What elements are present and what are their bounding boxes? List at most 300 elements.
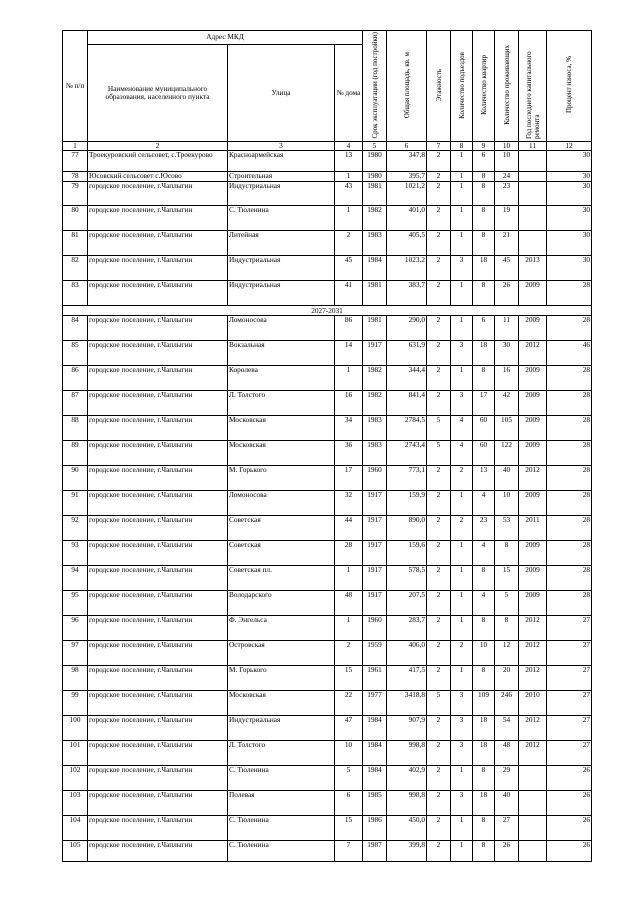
cell-street: М. Горького [228,466,335,491]
cell-apartments: 18 [473,341,495,366]
table-row [63,151,592,172]
cell-entrances: 1 [451,182,473,206]
cell-num: 85 [63,341,88,366]
cell-house: 5 [335,766,363,791]
cell-house: 47 [335,716,363,741]
table-row [63,841,592,862]
cell-area: 998,8 [387,791,427,816]
cell-num: 77 [63,151,88,172]
table-row [63,616,592,641]
cell-residents: 122 [495,441,519,466]
table-row [63,366,592,391]
cell-street: Ломоносова [228,316,335,341]
cell-floors: 2 [427,182,451,206]
column-number: 4 [335,142,363,151]
cell-entrances: 1 [451,566,473,591]
cell-area: 1023,2 [387,256,427,281]
header-wear-label: Процент износа, % [565,56,573,114]
cell-municipality: городское поселение, г.Чаплыгин [88,791,228,816]
cell-apartments: 8 [473,172,495,182]
cell-entrances: 3 [451,791,473,816]
cell-entrances: 4 [451,416,473,441]
cell-area: 450,0 [387,816,427,841]
cell-wear: 27 [547,741,592,766]
cell-area: 998,8 [387,741,427,766]
cell-wear: 28 [547,491,592,516]
cell-residents: 11 [495,316,519,341]
cell-area: 417,5 [387,666,427,691]
header-address-group: Адрес МКД [88,31,363,45]
cell-num: 101 [63,741,88,766]
cell-street: Королева [228,366,335,391]
cell-floors: 2 [427,172,451,182]
cell-floors: 2 [427,816,451,841]
cell-area: 290,0 [387,316,427,341]
cell-residents: 29 [495,766,519,791]
cell-wear: 27 [547,666,592,691]
cell-apartments: 18 [473,716,495,741]
section-row [63,306,592,316]
cell-floors: 5 [427,416,451,441]
housing-table [62,30,592,862]
cell-house: 14 [335,341,363,366]
cell-repair: 2009 [519,591,547,616]
cell-apartments: 8 [473,616,495,641]
table-row [63,391,592,416]
table-row [63,666,592,691]
cell-street: Полевая [228,791,335,816]
cell-apartments: 10 [473,641,495,666]
cell-wear: 27 [547,716,592,741]
cell-residents: 30 [495,341,519,366]
cell-house: 15 [335,666,363,691]
cell-year: 1917 [363,541,387,566]
cell-apartments: 17 [473,391,495,416]
cell-municipality: городское поселение, г.Чаплыгин [88,206,228,231]
cell-year: 1981 [363,281,387,306]
cell-entrances: 1 [451,766,473,791]
cell-municipality: городское поселение, г.Чаплыгин [88,816,228,841]
cell-house: 86 [335,316,363,341]
cell-repair: 2012 [519,666,547,691]
cell-street: Советская [228,541,335,566]
cell-repair: 2012 [519,716,547,741]
cell-floors: 2 [427,516,451,541]
cell-num: 104 [63,816,88,841]
cell-num: 89 [63,441,88,466]
header-repair [519,31,547,142]
cell-house: 1 [335,366,363,391]
cell-house: 45 [335,256,363,281]
cell-residents: 19 [495,206,519,231]
cell-apartments: 8 [473,566,495,591]
cell-area: 890,0 [387,516,427,541]
cell-house: 43 [335,182,363,206]
cell-house: 16 [335,391,363,416]
cell-wear: 27 [547,691,592,716]
cell-house: 1 [335,616,363,641]
cell-street: Индустриальная [228,182,335,206]
cell-municipality: городское поселение, г.Чаплыгин [88,516,228,541]
table-row [63,816,592,841]
cell-repair: 2011 [519,516,547,541]
cell-num: 79 [63,182,88,206]
cell-municipality: городское поселение, г.Чаплыгин [88,691,228,716]
cell-apartments: 23 [473,516,495,541]
cell-year: 1917 [363,491,387,516]
cell-entrances: 2 [451,516,473,541]
table-row [63,641,592,666]
cell-num: 90 [63,466,88,491]
cell-entrances: 1 [451,206,473,231]
table-row [63,316,592,341]
table-row [63,182,592,206]
cell-repair: 2009 [519,541,547,566]
cell-residents: 5 [495,591,519,616]
cell-floors: 5 [427,441,451,466]
cell-municipality: городское поселение, г.Чаплыгин [88,566,228,591]
cell-year: 1987 [363,841,387,862]
cell-residents: 105 [495,416,519,441]
cell-repair: 2012 [519,341,547,366]
cell-municipality: городское поселение, г.Чаплыгин [88,766,228,791]
cell-repair [519,206,547,231]
cell-street: Ф. Энгельса [228,616,335,641]
cell-num: 81 [63,231,88,256]
cell-repair: 2009 [519,366,547,391]
cell-wear: 28 [547,316,592,341]
cell-area: 402,9 [387,766,427,791]
cell-floors: 2 [427,366,451,391]
cell-residents: 26 [495,841,519,862]
cell-num: 102 [63,766,88,791]
cell-year: 1983 [363,441,387,466]
cell-floors: 2 [427,341,451,366]
column-number: 6 [387,142,427,151]
table-row [63,791,592,816]
table-row [63,231,592,256]
cell-num: 92 [63,516,88,541]
cell-num: 91 [63,491,88,516]
cell-residents: 54 [495,716,519,741]
cell-municipality: городское поселение, г.Чаплыгин [88,366,228,391]
cell-floors: 2 [427,231,451,256]
cell-area: 401,0 [387,206,427,231]
cell-municipality: городское поселение, г.Чаплыгин [88,541,228,566]
header-floors-label: Этажность [434,68,443,102]
cell-repair [519,151,547,172]
cell-year: 1917 [363,566,387,591]
cell-wear: 26 [547,766,592,791]
cell-entrances: 3 [451,391,473,416]
cell-street: С. Тюленина [228,816,335,841]
cell-municipality: городское поселение, г.Чаплыгин [88,231,228,256]
cell-year: 1977 [363,691,387,716]
cell-street: Островская [228,641,335,666]
cell-entrances: 1 [451,841,473,862]
cell-house: 44 [335,516,363,541]
table-row [63,741,592,766]
cell-num: 98 [63,666,88,691]
cell-area: 1021,2 [387,182,427,206]
cell-year: 1982 [363,391,387,416]
cell-entrances: 3 [451,691,473,716]
cell-num: 86 [63,366,88,391]
cell-year: 1984 [363,716,387,741]
cell-residents: 26 [495,281,519,306]
cell-municipality: городское поселение, г.Чаплыгин [88,281,228,306]
cell-street: Советская пл. [228,566,335,591]
cell-apartments: 18 [473,256,495,281]
cell-entrances: 2 [451,641,473,666]
cell-num: 82 [63,256,88,281]
cell-repair: 2009 [519,566,547,591]
header-repair-label: Год последнего капитального ремонта [524,51,541,139]
cell-house: 10 [335,741,363,766]
cell-house: 34 [335,416,363,441]
cell-area: 159,6 [387,541,427,566]
cell-residents: 42 [495,391,519,416]
cell-area: 383,7 [387,281,427,306]
cell-year: 1981 [363,316,387,341]
table-row [63,256,592,281]
cell-floors: 2 [427,256,451,281]
cell-entrances: 3 [451,716,473,741]
cell-floors: 2 [427,151,451,172]
header-year [363,31,387,142]
cell-street: С. Тюленина [228,841,335,862]
cell-street: Советская [228,516,335,541]
cell-area: 631,9 [387,341,427,366]
cell-apartments: 8 [473,666,495,691]
header-apartments-label: Количество квартир [479,55,488,115]
cell-num: 87 [63,391,88,416]
cell-year: 1917 [363,516,387,541]
cell-house: 15 [335,816,363,841]
cell-repair [519,182,547,206]
cell-municipality: городское поселение, г.Чаплыгин [88,616,228,641]
cell-year: 1982 [363,366,387,391]
column-number: 11 [519,142,547,151]
cell-apartments: 8 [473,231,495,256]
cell-entrances: 1 [451,816,473,841]
cell-municipality: Юсовский сельсовет с.Юсово [88,172,228,182]
cell-wear: 28 [547,466,592,491]
cell-municipality: городское поселение, г.Чаплыгин [88,591,228,616]
cell-num: 95 [63,591,88,616]
cell-year: 1959 [363,641,387,666]
cell-floors: 5 [427,691,451,716]
cell-year: 1983 [363,416,387,441]
table-row [63,281,592,306]
cell-apartments: 8 [473,841,495,862]
cell-area: 159,9 [387,491,427,516]
cell-area: 3418,8 [387,691,427,716]
cell-apartments: 109 [473,691,495,716]
cell-municipality: городское поселение, г.Чаплыгин [88,441,228,466]
cell-residents: 10 [495,491,519,516]
cell-street: Московская [228,691,335,716]
cell-area: 283,7 [387,616,427,641]
cell-municipality: городское поселение, г.Чаплыгин [88,641,228,666]
cell-year: 1986 [363,816,387,841]
cell-floors: 2 [427,541,451,566]
cell-wear: 30 [547,182,592,206]
cell-street: Красноармейская [228,151,335,172]
cell-num: 97 [63,641,88,666]
cell-floors: 2 [427,666,451,691]
cell-area: 907,9 [387,716,427,741]
header-house: № дома [335,44,363,141]
header-apartments [473,31,495,142]
cell-repair: 2009 [519,281,547,306]
cell-entrances: 1 [451,541,473,566]
cell-municipality: городское поселение, г.Чаплыгин [88,666,228,691]
column-number: 10 [495,142,519,151]
cell-apartments: 8 [473,766,495,791]
cell-municipality: городское поселение, г.Чаплыгин [88,466,228,491]
cell-street: Ломоносова [228,491,335,516]
cell-residents: 246 [495,691,519,716]
cell-house: 2 [335,641,363,666]
cell-year: 1917 [363,591,387,616]
cell-repair: 2009 [519,316,547,341]
cell-wear: 28 [547,516,592,541]
cell-num: 105 [63,841,88,862]
table-row [63,466,592,491]
cell-street: Московская [228,441,335,466]
column-number: 8 [451,142,473,151]
header-floors [427,31,451,142]
cell-area: 2743,4 [387,441,427,466]
cell-house: 13 [335,151,363,172]
cell-area: 395,7 [387,172,427,182]
cell-house: 2 [335,231,363,256]
cell-street: Л. Толстого [228,741,335,766]
header-entrances [451,31,473,142]
cell-wear: 30 [547,256,592,281]
header-entrances-label: Количество подъездов [457,51,466,119]
table-row [63,491,592,516]
cell-wear: 26 [547,791,592,816]
cell-num: 88 [63,416,88,441]
cell-repair: 2012 [519,741,547,766]
cell-entrances: 3 [451,341,473,366]
cell-area: 406,0 [387,641,427,666]
cell-floors: 2 [427,566,451,591]
cell-repair: 2012 [519,641,547,666]
column-number: 9 [473,142,495,151]
cell-entrances: 1 [451,366,473,391]
cell-residents: 16 [495,366,519,391]
cell-street: Вокзальная [228,341,335,366]
cell-num: 78 [63,172,88,182]
header-residents [495,31,519,142]
cell-wear: 28 [547,441,592,466]
cell-area: 773,1 [387,466,427,491]
cell-floors: 2 [427,206,451,231]
cell-wear: 28 [547,366,592,391]
cell-apartments: 8 [473,816,495,841]
table-row [63,206,592,231]
cell-floors: 2 [427,616,451,641]
cell-num: 96 [63,616,88,641]
cell-year: 1980 [363,172,387,182]
cell-apartments: 13 [473,466,495,491]
header-residents-label: Количество проживающих [502,45,511,125]
cell-num: 84 [63,316,88,341]
cell-apartments: 8 [473,206,495,231]
cell-entrances: 2 [451,466,473,491]
cell-residents: 24 [495,172,519,182]
cell-wear: 28 [547,281,592,306]
table-row [63,691,592,716]
cell-wear: 30 [547,206,592,231]
cell-residents: 10 [495,151,519,172]
column-number-row [63,142,592,151]
cell-entrances: 3 [451,256,473,281]
cell-municipality: городское поселение, г.Чаплыгин [88,341,228,366]
cell-area: 841,4 [387,391,427,416]
column-number: 1 [63,142,88,151]
cell-residents: 20 [495,666,519,691]
cell-wear: 28 [547,566,592,591]
cell-floors: 2 [427,841,451,862]
cell-year: 1917 [363,341,387,366]
cell-municipality: городское поселение, г.Чаплыгин [88,182,228,206]
cell-num: 100 [63,716,88,741]
cell-wear: 26 [547,841,592,862]
table-row [63,441,592,466]
cell-repair [519,791,547,816]
cell-street: С. Тюленина [228,766,335,791]
cell-municipality: городское поселение, г.Чаплыгин [88,716,228,741]
cell-floors: 2 [427,391,451,416]
cell-house: 1 [335,206,363,231]
cell-wear: 28 [547,416,592,441]
cell-entrances: 1 [451,151,473,172]
header-area-label: Общая площадь, кв. м [402,51,411,119]
cell-municipality: Троекуровский сельсовет, с.Троекурово [88,151,228,172]
cell-area: 578,5 [387,566,427,591]
cell-street: Литейная [228,231,335,256]
cell-wear: 26 [547,816,592,841]
cell-residents: 40 [495,791,519,816]
cell-apartments: 60 [473,416,495,441]
cell-street: Московская [228,416,335,441]
cell-area: 347,8 [387,151,427,172]
cell-entrances: 1 [451,281,473,306]
cell-house: 1 [335,566,363,591]
cell-year: 1960 [363,466,387,491]
header-street: Улица [228,44,335,141]
header-year-label: Срок эксплуатации (год постройки) [370,31,379,139]
cell-num: 83 [63,281,88,306]
cell-residents: 12 [495,641,519,666]
cell-residents: 21 [495,231,519,256]
cell-street: Володарского [228,591,335,616]
cell-repair: 2009 [519,416,547,441]
cell-repair [519,816,547,841]
cell-area: 344,4 [387,366,427,391]
cell-house: 41 [335,281,363,306]
cell-apartments: 60 [473,441,495,466]
cell-residents: 23 [495,182,519,206]
cell-floors: 2 [427,741,451,766]
cell-repair: 2009 [519,391,547,416]
cell-wear: 28 [547,591,592,616]
cell-apartments: 8 [473,182,495,206]
